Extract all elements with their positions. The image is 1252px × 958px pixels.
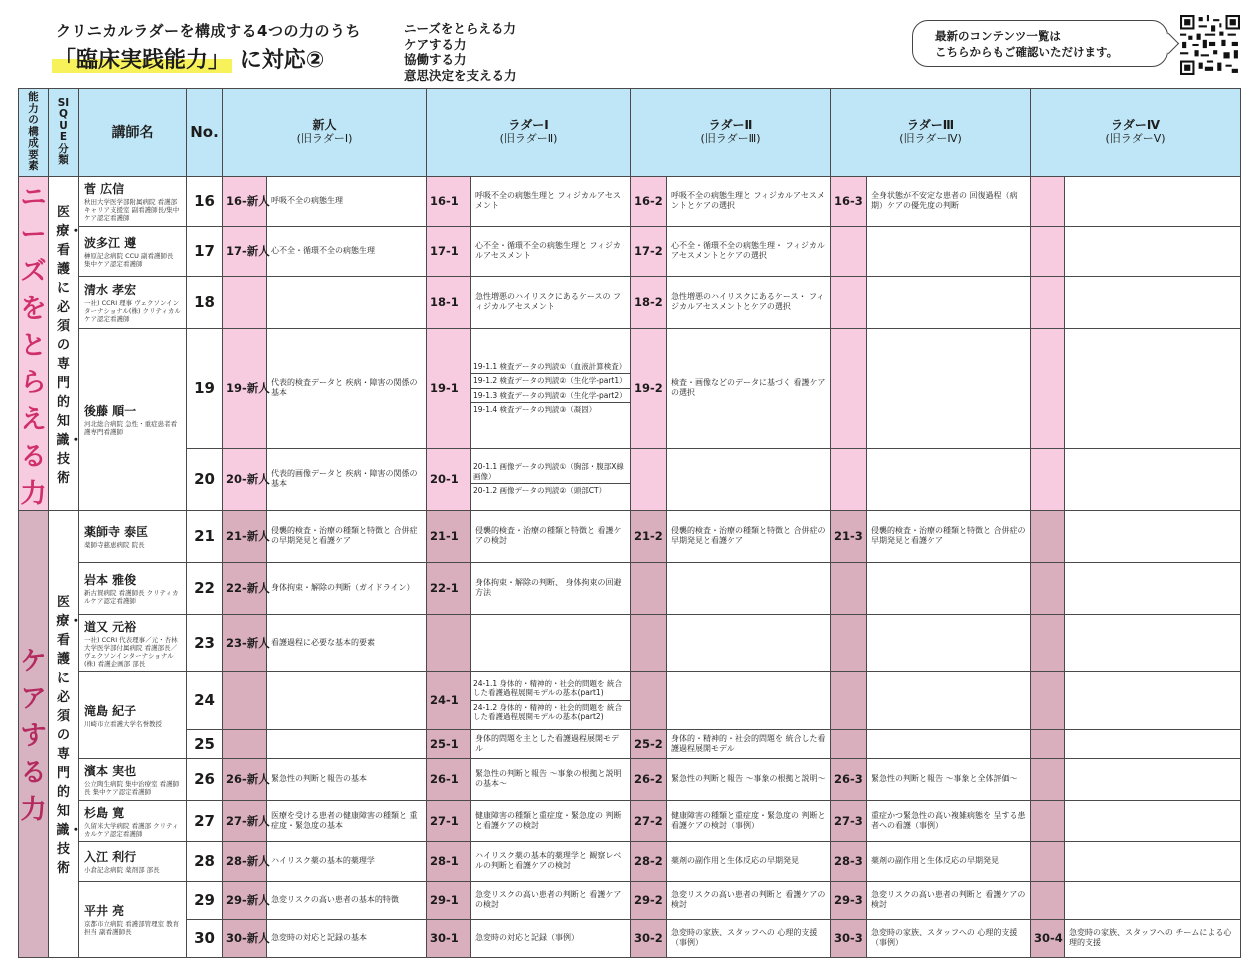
- row-number: 17: [187, 226, 223, 276]
- course-id: 26-3: [831, 758, 867, 800]
- course-id: 28-新人: [223, 841, 267, 881]
- course-id: 17-2: [631, 226, 667, 276]
- course-sub-item: 24-1.1 身体的・精神的・社会的問題を 統合した看護過程展開モデルの基本(part1): [471, 677, 630, 701]
- empty-cell: [631, 448, 667, 510]
- instructor-cell: 菅 広信 秋田大学医学部附属病院 看護部キャリア支援室 副看護師長/集中ケア認定看護師: [79, 176, 187, 226]
- course-id: 19-2: [631, 328, 667, 448]
- course-id: 29-2: [631, 881, 667, 919]
- course-id: 28-3: [831, 841, 867, 881]
- course-id: 25-2: [631, 729, 667, 758]
- empty-cell: [831, 671, 867, 729]
- course-id: 19-1: [427, 328, 471, 448]
- empty-cell: [631, 671, 667, 729]
- course-title: 侵襲的検査・治療の種類と特徴と 合併症の早期発見と看護ケア: [267, 510, 427, 562]
- course-id: 17-1: [427, 226, 471, 276]
- course-sublist: [471, 328, 631, 448]
- course-title: 医療を受ける患者の健康障害の種類と 重症度・緊急度の基本: [267, 800, 427, 841]
- empty-cell: [1065, 276, 1241, 328]
- course-id: 17-新人: [223, 226, 267, 276]
- instructor-cell: 波多江 遵 榊原記念病院 CCU 副看護師長 集中ケア認定看護師: [79, 226, 187, 276]
- course-title: 全身状態が不安定な患者の 回復過程（病期）ケアの優先度の判断: [867, 176, 1031, 226]
- empty-cell: [831, 276, 867, 328]
- empty-cell: [1031, 729, 1065, 758]
- table-row: [19, 562, 1241, 614]
- empty-cell: [1065, 176, 1241, 226]
- course-title: 急性増悪のハイリスクにあるケースの フィジカルアセスメント: [471, 276, 631, 328]
- course-id: 29-1: [427, 881, 471, 919]
- course-title: 重症かつ緊急性の高い複雑病態を 呈する患者への看護（事例）: [867, 800, 1031, 841]
- course-id: 26-新人: [223, 758, 267, 800]
- course-title: 緊急性の判断と報告 〜事象と全体評価〜: [867, 758, 1031, 800]
- header-title-line2: [52, 43, 324, 74]
- table-row: [19, 448, 1241, 510]
- row-number: 29: [187, 881, 223, 919]
- empty-cell: [267, 671, 427, 729]
- table-row: [19, 226, 1241, 276]
- header-title-line1: クリニカルラダーを構成する4つの力のうち: [56, 22, 361, 40]
- empty-cell: [631, 614, 667, 671]
- table-row: [19, 881, 1241, 919]
- empty-cell: [867, 328, 1031, 448]
- course-title: ハイリスク薬の基本的薬理学: [267, 841, 427, 881]
- ability-item: ニーズをとらえる力: [404, 21, 516, 36]
- course-title: 急変リスクの高い患者の判断と 看護ケアの検討: [867, 881, 1031, 919]
- empty-cell: [1031, 510, 1065, 562]
- table-row: [19, 919, 1241, 957]
- row-number: 28: [187, 841, 223, 881]
- course-title: 急変時の家族、スタッフへの 心理的支援（事例）: [667, 919, 831, 957]
- course-id: 30-3: [831, 919, 867, 957]
- course-title: 急変時の対応と記録の基本: [267, 919, 427, 957]
- empty-cell: [631, 562, 667, 614]
- course-sub-item: 19-1.1 検査データの判読①（血液計算検査）: [471, 360, 630, 375]
- course-sub-item: 20-1.1 画像データの判読①（胸部・腹部X線画像）: [471, 460, 630, 484]
- instructor-cell: 濱本 実也 公立陶生病院 集中治療室 看護師長 集中ケア認定看護師: [79, 758, 187, 800]
- ability-list: [404, 21, 517, 83]
- course-id: 30-新人: [223, 919, 267, 957]
- empty-cell: [1065, 841, 1241, 881]
- course-title: 呼吸不全の病態生理と フィジカルアセスメントとケアの選択: [667, 176, 831, 226]
- sique-needs: 医療・看護に必須の専門的知識・技術: [49, 176, 79, 510]
- course-id: 21-新人: [223, 510, 267, 562]
- course-title: 身体的問題を主とした看護過程展開モデル: [471, 729, 631, 758]
- row-number: 25: [187, 729, 223, 758]
- instructor-cell: 入江 利行 小倉記念病院 薬剤部 部長: [79, 841, 187, 881]
- table-row: [19, 729, 1241, 758]
- section-label-care: ケアする力: [19, 510, 49, 957]
- table-row: [19, 671, 1241, 729]
- table-row: [19, 510, 1241, 562]
- row-number: 30: [187, 919, 223, 957]
- empty-cell: [867, 562, 1031, 614]
- course-title: 侵襲的検査・治療の種類と特徴と 看護ケアの検討: [471, 510, 631, 562]
- empty-cell: [831, 328, 867, 448]
- row-number: 26: [187, 758, 223, 800]
- empty-cell: [1065, 758, 1241, 800]
- course-title: 緊急性の判断と報告の基本: [267, 758, 427, 800]
- empty-cell: [223, 276, 267, 328]
- ladder-table: [18, 88, 1241, 958]
- course-id: 27-1: [427, 800, 471, 841]
- empty-cell: [1031, 276, 1065, 328]
- instructor-cell: 岩本 雅俊 新古賀病院 看護師長 クリティカルケア認定看護師: [79, 562, 187, 614]
- col-header-name: 講師名: [79, 89, 187, 177]
- instructor-cell: 後藤 順一 河北総合病院 急性・重症患者看護専門看護師: [79, 328, 187, 510]
- instructor-cell: 清水 孝宏 一社) CCRI 理事 ヴェクソンインターナショナル(株) クリティカルケア認定看護師: [79, 276, 187, 328]
- course-sub-item: 19-1.3 検査データの判読②（生化学-part2）: [471, 389, 630, 404]
- header-title-rest: に対応②: [239, 48, 325, 73]
- course-id: 23-新人: [223, 614, 267, 671]
- empty-cell: [831, 614, 867, 671]
- course-sub-item: 19-1.4 検査データの判読③（凝固）: [473, 405, 597, 414]
- course-title: 心不全・循環不全の病態生理: [267, 226, 427, 276]
- empty-cell: [831, 562, 867, 614]
- instructor-cell: 滝島 紀子 川崎市立看護大学名誉教授: [79, 671, 187, 758]
- course-id: 24-1: [427, 671, 471, 729]
- course-title: 検査・画像などのデータに基づく 看護ケアの選択: [667, 328, 831, 448]
- table-row: [19, 176, 1241, 226]
- ability-item: 意思決定を支える力: [404, 67, 517, 83]
- course-id: 20-1: [427, 448, 471, 510]
- empty-cell: [267, 729, 427, 758]
- empty-cell: [1031, 176, 1065, 226]
- empty-cell: [867, 276, 1031, 328]
- empty-cell: [867, 226, 1031, 276]
- empty-cell: [867, 448, 1031, 510]
- row-number: 24: [187, 671, 223, 729]
- empty-cell: [867, 671, 1031, 729]
- course-title: 急性増悪のハイリスクにあるケース・ フィジカルアセスメントとケアの選択: [667, 276, 831, 328]
- empty-cell: [867, 729, 1031, 758]
- empty-cell: [667, 562, 831, 614]
- empty-cell: [267, 276, 427, 328]
- course-id: 30-2: [631, 919, 667, 957]
- course-id: 27-新人: [223, 800, 267, 841]
- contents-bubble: [912, 20, 1168, 67]
- course-title: 薬剤の副作用と生体反応の早期発見: [667, 841, 831, 881]
- course-id: 16-1: [427, 176, 471, 226]
- course-title: 急変リスクの高い患者の判断と 看護ケアの検討: [667, 881, 831, 919]
- course-id: 20-新人: [223, 448, 267, 510]
- row-number: 22: [187, 562, 223, 614]
- course-id: 28-2: [631, 841, 667, 881]
- course-title: 急変リスクの高い患者の判断と 看護ケアの検討: [471, 881, 631, 919]
- course-id: 30-4: [1031, 919, 1065, 957]
- course-sub-item: 24-1.2 身体的・精神的・社会的問題を 統合した看護過程展開モデルの基本(part2): [473, 702, 622, 721]
- row-number: 20: [187, 448, 223, 510]
- col-header-no: No.: [187, 89, 223, 177]
- empty-cell: [1065, 328, 1241, 448]
- course-title: 代表的検査データと 疾病・障害の関係の基本: [267, 328, 427, 448]
- empty-cell: [1031, 562, 1065, 614]
- empty-cell: [667, 614, 831, 671]
- instructor-cell: 道又 元裕 一社) CCRI 代表理事／元・杏林大学医学部付属病院 看護部長／ヴェクソンインターナショナル(株) 看護企画部 部長: [79, 614, 187, 671]
- course-id: 21-1: [427, 510, 471, 562]
- col-header-ladder-4: ラダーⅣ (旧ラダーⅤ): [1031, 89, 1241, 177]
- row-number: 21: [187, 510, 223, 562]
- qr-code-icon[interactable]: [1180, 14, 1240, 76]
- course-id: 27-3: [831, 800, 867, 841]
- row-number: 18: [187, 276, 223, 328]
- col-header-ladder-2: ラダーⅡ (旧ラダーⅢ): [631, 89, 831, 177]
- col-header-sique: SIQUE分類: [49, 89, 79, 177]
- table-row: [19, 328, 1241, 448]
- course-id: 18-2: [631, 276, 667, 328]
- course-title: 急変リスクの高い患者の基本的特徴: [267, 881, 427, 919]
- table-row: [19, 758, 1241, 800]
- course-sub-item: 20-1.2 画像データの判読②（頭部CT）: [473, 486, 607, 496]
- empty-cell: [223, 729, 267, 758]
- course-id: 16-3: [831, 176, 867, 226]
- empty-cell: [667, 448, 831, 510]
- course-title: 心不全・循環不全の病態生理・ フィジカルアセスメントとケアの選択: [667, 226, 831, 276]
- row-number: 16: [187, 176, 223, 226]
- course-sublist: [471, 448, 631, 510]
- sique-care: 医療・看護に必須の専門的知識・技術: [49, 510, 79, 957]
- course-title: 心不全・循環不全の病態生理と フィジカルアセスメント: [471, 226, 631, 276]
- empty-cell: [1065, 510, 1241, 562]
- course-id: 22-1: [427, 562, 471, 614]
- empty-cell: [223, 671, 267, 729]
- course-id: 26-1: [427, 758, 471, 800]
- course-sublist: [471, 671, 631, 729]
- bubble-line2: こちらからもご確認いただけます。: [935, 45, 1119, 59]
- empty-cell: [1065, 671, 1241, 729]
- empty-cell: [1031, 614, 1065, 671]
- course-id: 26-2: [631, 758, 667, 800]
- empty-cell: [831, 226, 867, 276]
- course-title: 急変時の家族、スタッフへの 心理的支援（事例）: [867, 919, 1031, 957]
- course-title: 緊急性の判断と報告 〜事象の根拠と説明の基本〜: [471, 758, 631, 800]
- course-title: 急変時の対応と記録（事例）: [471, 919, 631, 957]
- course-title: 侵襲的検査・治療の種類と特徴と 合併症の早期発見と看護ケア: [667, 510, 831, 562]
- empty-cell: [1031, 881, 1065, 919]
- empty-cell: [1065, 448, 1241, 510]
- course-id: 29-新人: [223, 881, 267, 919]
- empty-cell: [867, 614, 1031, 671]
- course-title: 侵襲的検査・治療の種類と特徴と 合併症の早期発見と看護ケア: [867, 510, 1031, 562]
- col-header-ladder-1: ラダーⅠ (旧ラダーⅡ): [427, 89, 631, 177]
- course-id: 18-1: [427, 276, 471, 328]
- empty-cell: [1031, 448, 1065, 510]
- empty-cell: [831, 729, 867, 758]
- course-title: 看護過程に必要な基本的要素: [267, 614, 427, 671]
- course-id: 28-1: [427, 841, 471, 881]
- empty-cell: [1065, 800, 1241, 841]
- course-id: 21-2: [631, 510, 667, 562]
- col-header-element: 能力の構成要素: [19, 89, 49, 177]
- empty-cell: [667, 671, 831, 729]
- empty-cell: [1065, 729, 1241, 758]
- course-title: 呼吸不全の病態生理: [267, 176, 427, 226]
- empty-cell: [471, 614, 631, 671]
- course-title: 緊急性の判断と報告 〜事象の根拠と説明〜: [667, 758, 831, 800]
- course-title: 身体拘束・解除の判断（ガイドライン）: [267, 562, 427, 614]
- col-header-ladder-3: ラダーⅢ (旧ラダーⅣ): [831, 89, 1031, 177]
- empty-cell: [1031, 328, 1065, 448]
- instructor-cell: 杉島 寛 久留米大学病院 看護部 クリティカルケア認定看護師: [79, 800, 187, 841]
- table-row: [19, 276, 1241, 328]
- course-id: 25-1: [427, 729, 471, 758]
- course-id: 22-新人: [223, 562, 267, 614]
- course-id: 19-新人: [223, 328, 267, 448]
- instructor-cell: 薬師寺 泰匡 薬師寺慈恵病院 院長: [79, 510, 187, 562]
- row-number: 19: [187, 328, 223, 448]
- empty-cell: [1065, 881, 1241, 919]
- header-title-highlight: 「臨床実践能力」: [54, 48, 231, 73]
- table-row: [19, 614, 1241, 671]
- empty-cell: [1065, 562, 1241, 614]
- empty-cell: [1031, 671, 1065, 729]
- course-id: 29-3: [831, 881, 867, 919]
- empty-cell: [1065, 614, 1241, 671]
- course-id: 16-新人: [223, 176, 267, 226]
- table-row: [19, 800, 1241, 841]
- table-row: [19, 841, 1241, 881]
- empty-cell: [1031, 226, 1065, 276]
- empty-cell: [1031, 800, 1065, 841]
- course-title: 健康障害の種類と重症度・緊急度の 判断と看護ケアの検討（事例）: [667, 800, 831, 841]
- course-title: ハイリスク薬の基本的薬理学と 観察レベルの判断と看護ケアの検討: [471, 841, 631, 881]
- empty-cell: [1031, 758, 1065, 800]
- row-number: 23: [187, 614, 223, 671]
- instructor-cell: 平井 亮 京都市立病院 看護部管理室 教育担当 副看護師長: [79, 881, 187, 957]
- section-label-needs: ニーズをとらえる力: [19, 176, 49, 510]
- course-title: 薬剤の副作用と生体反応の早期発見: [867, 841, 1031, 881]
- ability-item: 協働する力: [404, 52, 467, 67]
- course-title: 代表的画像データと 疾病・障害の関係の基本: [267, 448, 427, 510]
- course-id: 27-2: [631, 800, 667, 841]
- course-id: 16-2: [631, 176, 667, 226]
- col-header-ladder-new: 新人 (旧ラダーⅠ): [223, 89, 427, 177]
- empty-cell: [831, 448, 867, 510]
- ability-item: ケアする力: [404, 36, 467, 52]
- bubble-line1: 最新のコンテンツ一覧は: [935, 29, 1061, 43]
- course-sub-item: 19-1.2 検査データの判読②（生化学-part1）: [471, 374, 630, 389]
- course-title: 呼吸不全の病態生理と フィジカルアセスメント: [471, 176, 631, 226]
- course-title: 急変時の家族、スタッフへの チームによる心理的支援: [1065, 919, 1241, 957]
- course-title: 身体拘束・解除の判断、 身体拘束の回避方法: [471, 562, 631, 614]
- course-id: 30-1: [427, 919, 471, 957]
- empty-cell: [1031, 841, 1065, 881]
- empty-cell: [1065, 226, 1241, 276]
- course-title: 身体的・精神的・社会的問題を 統合した看護過程展開モデル: [667, 729, 831, 758]
- course-id: 21-3: [831, 510, 867, 562]
- course-title: 健康障害の種類と重症度・緊急度の 判断と看護ケアの検討: [471, 800, 631, 841]
- empty-cell: [427, 614, 471, 671]
- row-number: 27: [187, 800, 223, 841]
